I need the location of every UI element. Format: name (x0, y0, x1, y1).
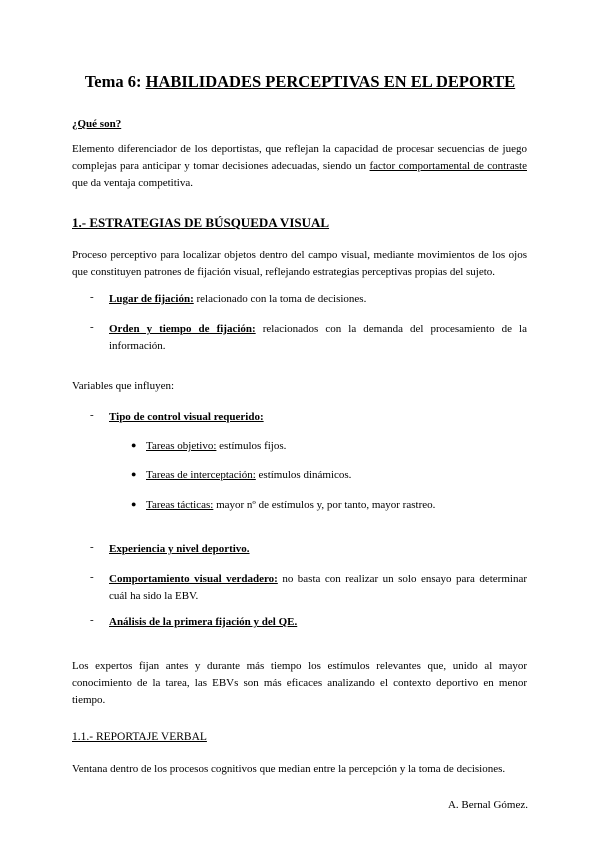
dash-bullet: - (90, 409, 94, 421)
sub-item-label: Tareas tácticas: (146, 499, 214, 511)
item-label: Lugar de fijación: (109, 293, 194, 305)
dash-bullet: - (90, 571, 94, 583)
variables-label: Variables que influyen: (72, 380, 175, 392)
bullet-dot: ● (131, 469, 137, 479)
sub-item-label: Tareas objetivo: (146, 440, 217, 452)
section-1-intro: Proceso perceptivo para localizar objetos dentro del campo visual, mediante movimientos de los ojos que constituyen patrones de fijación visual, reflejando estrategias perceptivas propias del sujeto. (72, 249, 527, 278)
sub-list-item (146, 438, 286, 455)
sub-item-text: mayor nº de estímulos y, por tanto, mayor rastreo. (216, 499, 436, 511)
author-name: A. Bernal Gómez. (447, 799, 528, 811)
comportamiento-item (109, 571, 527, 605)
item-label: Comportamiento visual verdadero: (109, 573, 278, 585)
que-son-heading: ¿Qué son? (72, 118, 122, 130)
dash-bullet: - (90, 541, 94, 553)
bullet-dot: ● (131, 440, 137, 450)
item-text: no basta con realizar un solo ensayo para determinar cuál ha sido la EBV. (109, 573, 528, 602)
sub-item-text: estímulos fijos. (219, 440, 287, 452)
dash-bullet: - (90, 321, 94, 333)
sub-item-label: Tareas de interceptación: (146, 469, 256, 481)
dash-bullet: - (90, 291, 94, 303)
title-main: HABILIDADES PERCEPTIVAS EN EL DEPORTE (145, 72, 516, 91)
section-1-1-heading: 1.1.- REPORTAJE VERBAL (72, 731, 207, 743)
sub-item-text: estímulos dinámicos. (258, 469, 352, 481)
sub-list-item (146, 467, 351, 484)
page-title (0, 72, 600, 92)
item-text: relacionados con la demanda del procesamiento de la información. (109, 323, 527, 352)
experiencia-item: Experiencia y nivel deportivo. (109, 543, 250, 555)
dash-bullet: - (90, 614, 94, 626)
que-son-link-text: factor comportamental de contraste (369, 160, 527, 172)
title-prefix: Tema 6: (84, 72, 142, 91)
que-son-text-before: Elemento diferenciador de los deportistas, que reflejan la capacidad de procesar secuencias de juego complejas para anticipar y tomar decisiones adecuadas, siendo un (72, 143, 527, 172)
sub-list-item (146, 497, 435, 514)
section-1-1-text: Ventana dentro de los procesos cognitivos que median entre la percepción y la toma de decisiones. (72, 763, 506, 775)
section-1-conclusion: Los expertos fijan antes y durante más tiempo los estímulos relevantes que, unido al mayor conocimiento de la tarea, las EBVs son más eficaces analizando el contexto deportivo en menor tiempo. (72, 660, 527, 706)
control-label: Tipo de control visual requerido: (109, 411, 264, 423)
list-item (109, 321, 527, 355)
item-text: relacionado con la toma de decisiones. (196, 293, 367, 305)
analisis-item: Análisis de la primera fijación y del QE. (109, 616, 298, 628)
que-son-paragraph (72, 141, 527, 192)
section-1-heading: 1.- ESTRATEGIAS DE BÚSQUEDA VISUAL (72, 215, 330, 230)
que-son-text-after: que da ventaja competitiva. (72, 177, 193, 189)
list-item (109, 291, 527, 308)
item-label: Orden y tiempo de fijación: (109, 323, 256, 335)
bullet-dot: ● (131, 499, 137, 509)
